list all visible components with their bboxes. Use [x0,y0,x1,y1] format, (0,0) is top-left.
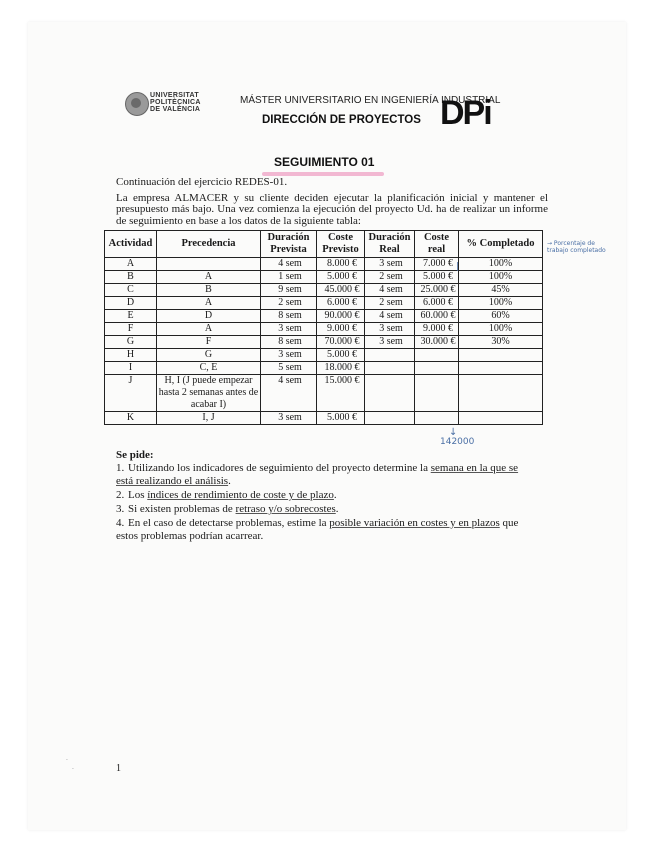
cell-coste-real [415,362,459,375]
question-text: Utilizando los indicadores de seguimiento del proyecto determine la [128,462,431,474]
cell-completado [459,362,543,375]
cell-coste-real [415,375,459,412]
cell-completado [459,375,543,412]
cell-duracion-real: 3 sem [365,336,415,349]
page-number: 1 [116,763,121,774]
cell-precedencia: G [157,349,261,362]
header-actividad: Actividad [105,231,157,258]
table-row [105,310,543,323]
question-underlined: retraso y/o sobrecostes [235,503,336,515]
cell-precedencia: I, J [157,412,261,425]
header-coste-previsto: Coste Previsto [317,231,365,258]
scan-speck: · [72,766,74,773]
header-duracion-prevista: Duración Prevista [261,231,317,258]
cell-coste-real: 6.000 € [415,297,459,310]
cell-precedencia: D [157,310,261,323]
cell-duracion-real [365,349,415,362]
header-coste-real: Coste real [415,231,459,258]
cell-coste-real: 9.000 € [415,323,459,336]
questions-list [116,462,536,544]
problem-statement: La empresa ALMACER y su cliente deciden ejecutar la planificación inicial y mantener el presupuesto más bajo. Una vez comienza la ejecución del proyecto Ud. ha de realizar un informe de seguimiento en base a los datos de la siguiente tabla: [116,192,548,227]
cell-actividad: A [105,258,157,271]
cell-precedencia: B [157,284,261,297]
table-row [105,258,543,271]
cell-completado: 100% [459,323,543,336]
question-number: 2. [116,489,125,501]
cell-coste-real [415,349,459,362]
table-row [105,297,543,310]
handwritten-down-arrow-icon: ↓ [449,427,458,438]
cell-duracion-real [365,412,415,425]
cell-duracion-prevista: 8 sem [261,310,317,323]
cell-coste-real: 30.000 € [415,336,459,349]
question-item [116,503,536,516]
dpi-logo: DPi [440,94,491,132]
cell-coste-previsto: 15.000 € [317,375,365,412]
scan-speck: · [66,757,68,764]
handwritten-tick-mark: | [456,262,460,272]
handwritten-total: 142000 [440,437,475,447]
cell-completado [459,349,543,362]
tracking-table [104,230,543,425]
cell-completado: 100% [459,258,543,271]
cell-coste-previsto: 18.000 € [317,362,365,375]
question-text: Los [128,489,148,501]
table-row [105,336,543,349]
table-row [105,375,543,412]
university-seal-icon [125,92,149,116]
cell-coste-real: 25.000 € [415,284,459,297]
page-title: SEGUIMIENTO 01 [274,155,375,169]
cell-completado: 30% [459,336,543,349]
header-completado: % Completado [459,231,543,258]
table-row [105,323,543,336]
question-number: 3. [116,503,125,515]
question-number: 1. [116,462,125,474]
cell-completado: 100% [459,271,543,284]
cell-completado: 60% [459,310,543,323]
question-end: . [335,503,339,515]
table-row [105,362,543,375]
cell-coste-previsto: 45.000 € [317,284,365,297]
cell-precedencia: A [157,271,261,284]
intro-text: Continuación del ejercicio REDES-01. [116,176,288,188]
course-title: DIRECCIÓN DE PROYECTOS [262,114,421,126]
question-text: Si existen problemas de [128,503,236,515]
cell-coste-previsto: 8.000 € [317,258,365,271]
question-underlined: índices de rendimiento de coste y de plazo [147,489,334,501]
cell-duracion-prevista: 1 sem [261,271,317,284]
cell-duracion-prevista: 4 sem [261,258,317,271]
cell-duracion-real: 3 sem [365,323,415,336]
cell-completado: 100% [459,297,543,310]
cell-actividad: I [105,362,157,375]
cell-duracion-real: 2 sem [365,297,415,310]
question-text: En el caso de detectarse problemas, estime la [128,517,330,529]
cell-duracion-prevista: 9 sem [261,284,317,297]
question-number: 4. [116,517,125,529]
cell-coste-real: 60.000 € [415,310,459,323]
cell-precedencia: A [157,297,261,310]
cell-coste-real [415,412,459,425]
cell-coste-real: 7.000 € [415,258,459,271]
table-header-row [105,231,543,258]
cell-precedencia: C, E [157,362,261,375]
cell-actividad: F [105,323,157,336]
document-page [28,22,626,830]
cell-actividad: C [105,284,157,297]
cell-duracion-prevista: 3 sem [261,349,317,362]
cell-actividad: E [105,310,157,323]
question-end: . [333,489,337,501]
master-title: MÁSTER UNIVERSITARIO EN INGENIERÍA INDUSTRIAL [240,95,501,106]
cell-actividad: H [105,349,157,362]
header-precedencia: Precedencia [157,231,261,258]
cell-completado [459,412,543,425]
cell-duracion-prevista: 4 sem [261,375,317,412]
question-end: . [228,475,231,487]
handwritten-side-note: → Porcentaje de trabajo completado [547,240,606,254]
university-logo [125,92,235,118]
table-row [105,271,543,284]
cell-coste-previsto: 6.000 € [317,297,365,310]
cell-actividad: B [105,271,157,284]
cell-duracion-real: 4 sem [365,284,415,297]
question-end: que estos problemas podrían acarrear. [116,517,519,542]
cell-duracion-prevista: 8 sem [261,336,317,349]
question-item [116,489,536,502]
cell-precedencia: H, I (J puede empezar hasta 2 semanas antes de acabar I) [157,375,261,412]
cell-coste-previsto: 70.000 € [317,336,365,349]
table-row [105,284,543,297]
cell-coste-previsto: 5.000 € [317,412,365,425]
cell-duracion-real: 2 sem [365,271,415,284]
cell-coste-real: 5.000 € [415,271,459,284]
cell-completado: 45% [459,284,543,297]
cell-precedencia [157,258,261,271]
cell-actividad: J [105,375,157,412]
question-underlined: posible variación en costes y en plazos [329,517,500,529]
university-name: UNIVERSITAT POLITÈCNICA DE VALÈNCIA [150,92,201,113]
cell-duracion-real [365,375,415,412]
questions-heading: Se pide: [116,449,154,461]
cell-duracion-prevista: 5 sem [261,362,317,375]
question-item [116,517,536,543]
cell-duracion-prevista: 2 sem [261,297,317,310]
cell-actividad: G [105,336,157,349]
question-underlined: semana en la que se está realizando el análisis [116,462,519,487]
cell-coste-previsto: 5.000 € [317,349,365,362]
cell-duracion-prevista: 3 sem [261,323,317,336]
header-duracion-real: Duración Real [365,231,415,258]
cell-coste-previsto: 5.000 € [317,271,365,284]
cell-duracion-real [365,362,415,375]
cell-coste-previsto: 9.000 € [317,323,365,336]
cell-actividad: D [105,297,157,310]
cell-coste-previsto: 90.000 € [317,310,365,323]
cell-precedencia: A [157,323,261,336]
cell-duracion-prevista: 3 sem [261,412,317,425]
cell-actividad: K [105,412,157,425]
cell-duracion-real: 3 sem [365,258,415,271]
table-row [105,349,543,362]
question-item [116,462,536,488]
table-row [105,412,543,425]
cell-precedencia: F [157,336,261,349]
cell-duracion-real: 4 sem [365,310,415,323]
